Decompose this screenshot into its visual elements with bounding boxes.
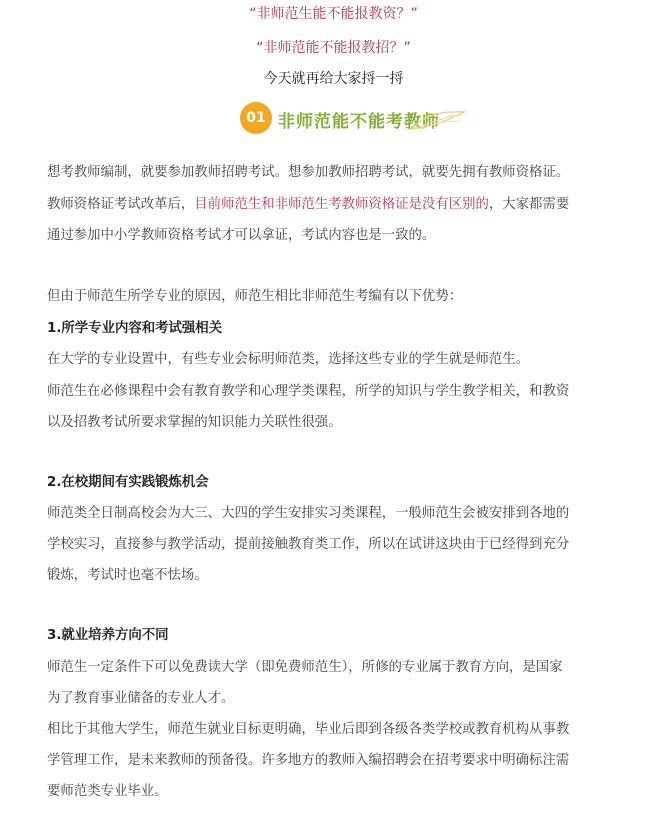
section-3-line: 相比于其他大学生，师范生就业目标更明确，毕业后即到各级各类学校或教育机构从事教 — [47, 722, 570, 737]
quote-line-2: “非师范能不能报教招？” — [256, 40, 411, 56]
section-3-line: 师范生一定条件下可以免费读大学（即免费师范生），所修的专业属于教育方向，是国家 — [47, 660, 563, 675]
section-3-title: 3.就业培养方向不同 — [47, 628, 169, 643]
section-3-line: 学管理工作，是未来教师的预备役。许多地方的教师入编招聘会在招考要求中明确标注需 — [47, 753, 570, 768]
section-2-line: 师范类全日制高校会为大三、大四的学生安排实习类课程，一般师范生会被安排到各地的 — [47, 506, 570, 521]
quote-line-1: “非师范生能不能报教资？” — [249, 6, 418, 22]
leaf-decoration-icon — [410, 109, 466, 133]
paragraph-2-highlight: 目前师范生和非师范生考教师资格证是没有区别的 — [194, 197, 489, 212]
section-2-line: 学校实习，直接参与教学活动，提前接触教育类工作，所以在试讲这块由于已经得到充分 — [47, 537, 570, 552]
section-3-line: 为了教育事业储备的专业人才。 — [47, 691, 235, 706]
paragraph-2-before: 教师资格证考试改革后， — [47, 197, 195, 212]
section-heading — [240, 101, 480, 135]
heading-number-badge: 01 — [240, 102, 272, 134]
section-1-title: 1.所学专业内容和考试强相关 — [47, 321, 223, 336]
section-1-line: 在大学的专业设置中，有些专业会标明师范类，选择这些专业的学生就是师范生。 — [47, 352, 530, 367]
paragraph-1: 想考教师编制，就要参加教师招聘考试。想参加教师招聘考试，就要先拥有教师资格证。 — [47, 165, 570, 180]
section-2-title: 2.在校期间有实践锻炼机会 — [47, 475, 209, 490]
heading-title: 非师范能不能考教师 — [278, 112, 440, 132]
section-1-line: 师范生在必修课程中会有教育教学和心理学类课程，所学的知识与学生教学相关，和教资 — [47, 384, 570, 399]
subtitle: 今天就再给大家捋一捋 — [263, 71, 404, 87]
section-2-line: 锻炼，考试时也毫不怯场。 — [47, 568, 208, 583]
paragraph-2-line-2: 通过参加中小学教师资格考试才可以拿证，考试内容也是一致的。 — [47, 228, 436, 243]
paragraph-3: 但由于师范生所学专业的原因，师范生相比非师范生考编有以下优势： — [47, 289, 463, 304]
paragraph-2-after: ，大家都需要 — [488, 197, 570, 212]
section-1-line: 以及招教考试所要求掌握的知识能力关联性很强。 — [47, 415, 342, 430]
paragraph-2-line-1 — [47, 193, 569, 212]
section-3-line: 要师范类专业毕业。 — [47, 784, 168, 799]
